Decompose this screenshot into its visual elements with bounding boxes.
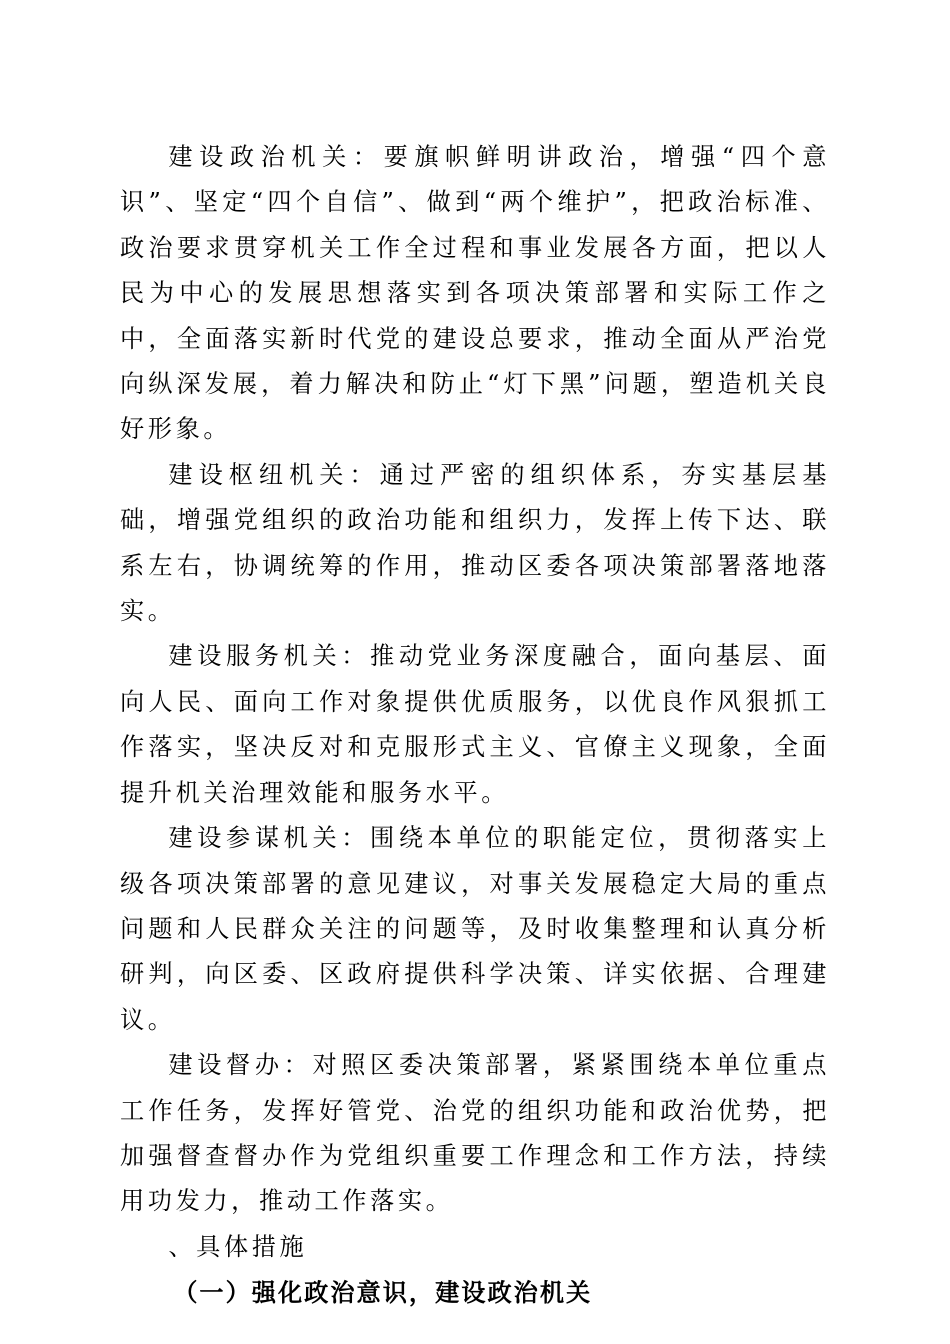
paragraph-supervision: 建设督办：对照区委决策部署，紧紧围绕本单位重点工作任务，发挥好管党、治党的组织功能和政治优势，把加强督查督办作为党组织重要工作理念和工作方法，持续用功发力，推动工作落实。 [120,1051,830,1216]
sub-heading: （一）强化政治意识，建设政治机关 [173,1278,593,1308]
section-heading: 、具体措施 [168,1232,308,1261]
paragraph-advisory-organ: 建设参谋机关：围绕本单位的职能定位，贯彻落实上级各项决策部署的意见建议，对事关发展稳定大局的重点问题和人民群众关注的问题等，及时收集整理和认真分析研判，向区委、区政府提供科学决策、详实依据、合理建议。 [120,824,830,1034]
paragraph-service-organ: 建设服务机关：推动党业务深度融合，面向基层、面向人民、面向工作对象提供优质服务，以优良作风狠抓工作落实，坚决反对和克服形式主义、官僚主义现象，全面提升机关治理效能和服务水平。 [120,642,830,807]
paragraph-political-organ: 建设政治机关：要旗帜鲜明讲政治，增强“四个意识”、坚定“四个自信”、做到“两个维护”，把政治标准、政治要求贯穿机关工作全过程和事业发展各方面，把以人民为中心的发展思想落实到各项决策部署和实际工作之中，全面落实新时代党的建设总要求，推动全面从严治党向纵深发展，着力解决和防止“灯下黑”问题，塑造机关良好形象。 [120,143,830,444]
paragraph-hub-organ: 建设枢纽机关：通过严密的组织体系，夯实基层基础，增强党组织的政治功能和组织力，发挥上传下达、联系左右，协调统筹的作用，推动区委各项决策部署落地落实。 [120,460,830,626]
